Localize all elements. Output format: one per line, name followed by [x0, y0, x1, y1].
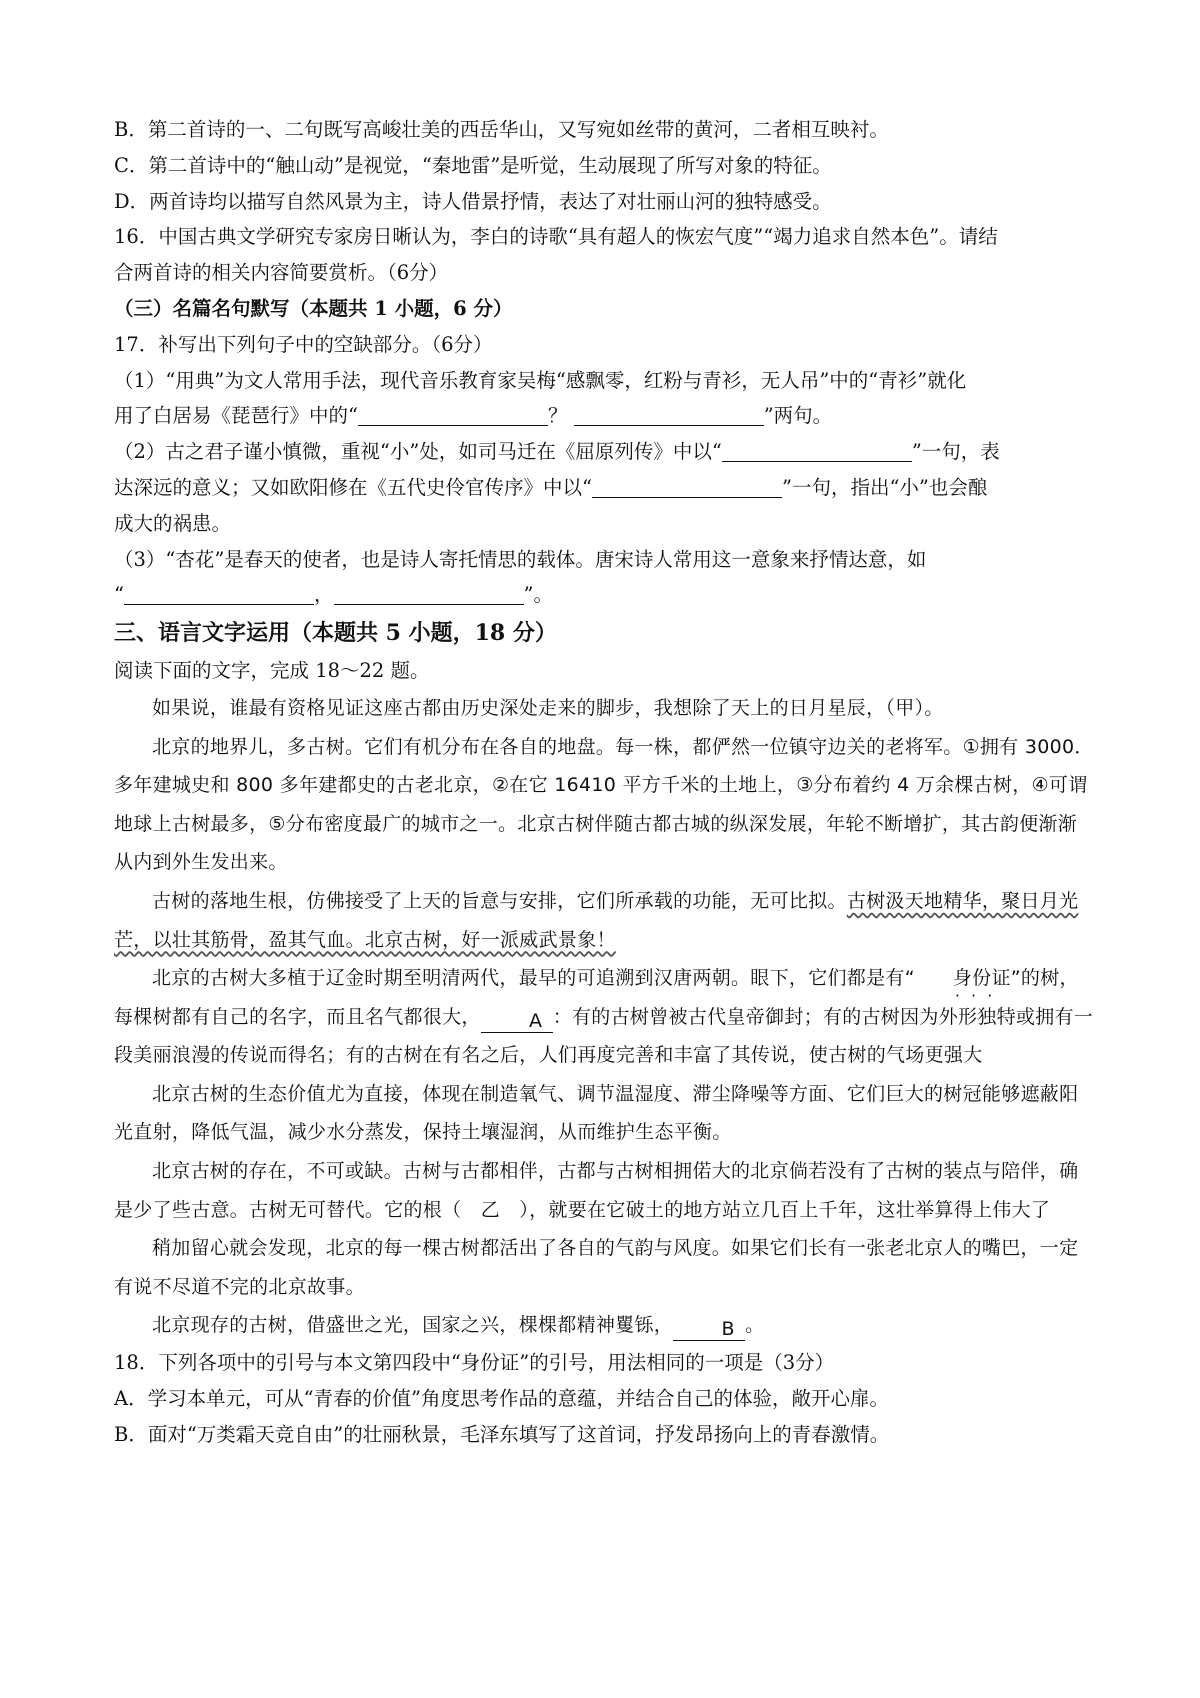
passage-paragraph-4: 北京的古树大多植于辽金时期至明清两代，最早的可追溯到汉唐两朝。眼下，它们都是有“ 身份证 · · ·”的树，每棵树都有自己的名字，而且名气都很大， A ：有的古树曾被古代皇帝御封；有的古树因为外形独特或拥有一段美丽浪漫的传说而得名；有的古树在有名之后，人们再度完善和丰富了其传说，使古树的气场更强大 [114, 959, 1094, 1075]
passage-paragraph-8: 北京现存的古树，借盛世之光，国家之兴，棵棵都精神矍铄， B 。 [152, 1314, 765, 1341]
fill-blank[interactable] [124, 582, 314, 605]
q15-option-b: B．第二首诗的一、二句既写高峻壮美的西岳华山，又写宛如丝带的黄河，二者相互映衬。 [114, 118, 889, 141]
q17-part3-line2: “ ， ”。 [114, 583, 553, 607]
blank-b[interactable]: B [673, 1318, 745, 1341]
q17-part2-line1: （2）古之君子谨小慎微，重视“小”处，如司马迁在《屈原列传》中以“ ”一句，表 [114, 440, 1000, 464]
passage-paragraph-1: 如果说，谁最有资格见证这座古都由历史深处走来的脚步，我想除了天上的日月星辰，（甲）。 [152, 696, 944, 719]
reading-instruction: 阅读下面的文字，完成 18～22 题。 [114, 659, 430, 683]
reading-passage [114, 689, 1094, 1345]
passage-paragraph-5: 北京古树的生态价值尤为直接，体现在制造氧气、调节温湿度、滞尘降噪等方面、它们巨大的树冠能够遮蔽阳光直射，降低气温，减少水分蒸发，保持土壤湿润，从而维护生态平衡。 [114, 1082, 1079, 1144]
fill-blank[interactable] [334, 582, 524, 605]
passage-paragraph-6: 北京古树的存在，不可或缺。古树与古都相伴，古都与古树相拥偌大的北京倘若没有了古树的装点与陪伴，确是少了些古意。古树无可替代。它的根（ 乙 ），就要在它破土的地方站立几百上千年，这壮举算得上伟大了 [114, 1160, 1079, 1221]
exam-page [114, 112, 1094, 1452]
passage-paragraph-7: 稍加留心就会发现，北京的每一棵古树都活出了各自的气韵与风度。如果它们长有一张老北京人的嘴巴，一定有说不尽道不完的北京故事。 [114, 1237, 1079, 1298]
q18-option-b: B．面对“万类霜天竞自由”的壮丽秋景，毛泽东填写了这首词，抒发昂扬向上的青春激情。 [114, 1422, 890, 1446]
section-three-heading: 三、语言文字运用（本题共 5 小题，18 分） [114, 620, 557, 647]
q17-stem: 17．补写出下列句子中的空缺部分。（6分） [114, 332, 493, 356]
q16-stem-line1: 16．中国古典文学研究专家房日晰认为，李白的诗歌“具有超人的恢宏气度”“竭力追求自然本色”。请结 [114, 225, 998, 249]
fill-blank[interactable] [574, 403, 764, 426]
q17-part2-line3: 成大的祸患。 [114, 511, 232, 535]
fill-blank[interactable] [592, 475, 782, 498]
wavy-underlined-sentence: 古树汲天地精华，聚日月光芒，以壮其筋骨，盈其气血。北京古树，好一派威武景象！ [114, 889, 1079, 951]
q15-option-c: C．第二首诗中的“触山动”是视觉，“秦地雷”是听觉，生动展现了所写对象的特征。 [114, 153, 832, 177]
q16-stem-line2: 合两首诗的相关内容简要赏析。（6分） [114, 261, 449, 285]
passage-paragraph-2: 北京的地界儿，多古树。它们有机分布在各自的地盘。每一株，都俨然一位镇守边关的老将军。①拥有 3000．多年建城史和 800 多年建都史的古老北京，②在它 16410 平方千米的土地上，③分布着约 4 万余棵古树，④可谓地球上古树最多，⑤分布密度最广的城市之一。北京古树伴随古都古城的纵深发展，年轮不断增扩，其古韵便渐渐从内到外生发出来。 [114, 735, 1094, 874]
q18-option-a: A．学习本单元，可从“青春的价值”角度思考作品的意蕴，并结合自己的体验，敞开心扉。 [114, 1386, 890, 1410]
q17-part2-line2: 达深远的意义；又如欧阳修在《五代史伶官传序》中以“ ”一句，指出“小”也会酿 [114, 475, 988, 499]
blank-a[interactable]: A [481, 1010, 553, 1033]
passage-paragraph-3: 古树的落地生根，仿佛接受了上天的旨意与安排，它们所承载的功能，无可比拟。古树汲天地精华，聚日月光芒，以壮其筋骨，盈其气血。北京古树，好一派威武景象！ [114, 889, 1079, 951]
q17-part1-line2: 用了白居易《琵琶行》中的“ ？ ”两句。 [114, 404, 833, 428]
dotted-word: 身份证 · · · [915, 959, 1011, 998]
q15-option-d: D．两首诗均以描写自然风景为主，诗人借景抒情，表达了对壮丽山河的独特感受。 [114, 189, 832, 213]
fill-blank[interactable] [722, 439, 912, 462]
subsection-heading: （三）名篇名句默写（本题共 1 小题，6 分） [114, 296, 513, 320]
fill-blank[interactable] [358, 403, 548, 426]
q18-stem: 18．下列各项中的引号与本文第四段中“身份证”的引号，用法相同的一项是（3分） [114, 1351, 835, 1375]
q17-part1-line1: （1）“用典”为文人常用手法，现代音乐教育家吴梅“感飘零，红粉与青衫，无人吊”中的“青衫”就化 [114, 368, 967, 392]
q17-part3-line1: （3）“杏花”是春天的使者，也是诗人寄托情思的载体。唐宋诗人常用这一意象来抒情达意，如 [114, 547, 927, 571]
